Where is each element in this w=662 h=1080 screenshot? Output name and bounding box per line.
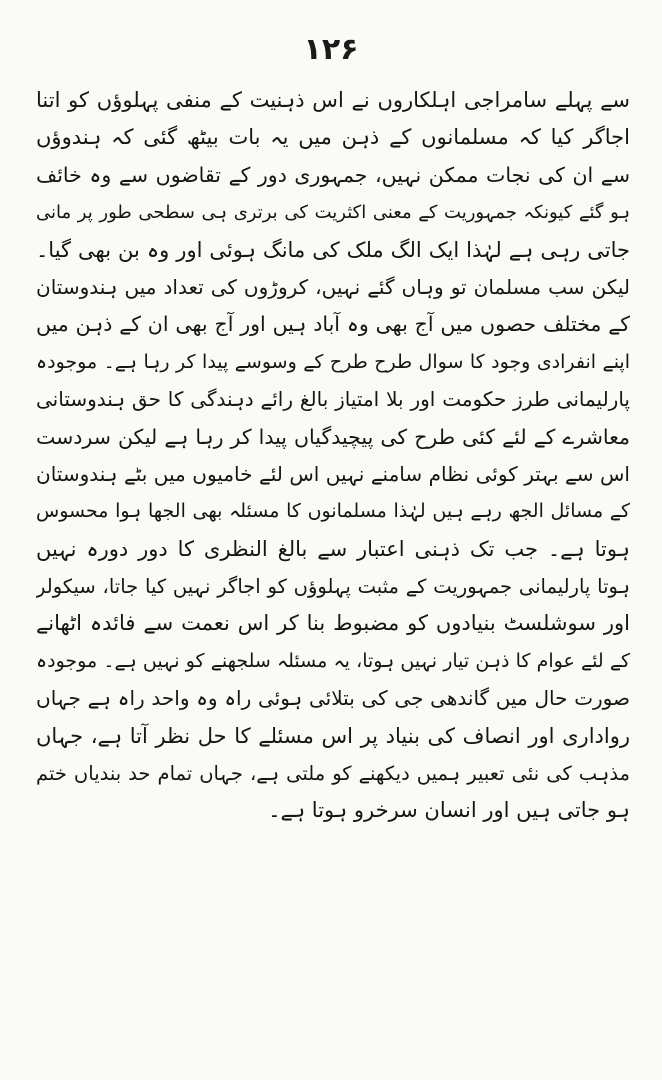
text-line: اجاگر کیا کہ مسلمانوں کے ذہن میں یہ بات بیٹھ گئی کہ ہندوؤں <box>36 125 630 150</box>
text-line: سے پہلے سامراجی اہلکاروں نے اس ذہنیت کے منفی پہلوؤں کو اتنا <box>36 88 630 112</box>
text-line: رواداری اور انصاف کی بنیاد پر اس مسئلے کا حل نظر آتا ہے، جہاں <box>36 723 630 748</box>
text-line: اس سے بہتر کوئی نظام سامنے نہیں اس لئے خامیوں میں بٹے ہندوستان <box>36 461 630 486</box>
text-line: اور سوشلسٹ بنیادوں کو مضبوط بنا کر اس نعمت سے فائدہ اٹھانے <box>36 611 630 636</box>
text-line: جاتی رہی ہے لہٰذا ایک الگ ملک کی مانگ ہوئی اور وہ بن بھی گیا۔ <box>36 237 630 262</box>
text-line: کے مختلف حصوں میں آج بھی وہ آباد ہیں اور آج بھی ان کے ذہن میں <box>36 312 630 337</box>
text-line: مذہب کی نئی تعبیر ہمیں دیکھنے کو ملتی ہے، جہاں تمام حد بندیاں ختم <box>36 762 630 786</box>
text-line: کے مسائل الجھ رہے ہیں لہٰذا مسلمانوں کا مسئلہ بھی الجھا ہوا محسوس <box>36 500 630 523</box>
text-line: لیکن سب مسلمان تو وہاں گئے نہیں، کروڑوں کی تعداد میں ہندوستان <box>36 274 630 299</box>
page-number: ۱۲۶ <box>303 32 359 67</box>
text-line: پارلیمانی طرز حکومت اور بلا امتیاز بالغ رائے دہندگی کا حق ہندوستانی <box>36 387 630 412</box>
text-line: ہوتا پارلیمانی جمہوریت کے مثبت پہلوؤں کو اجاگر نہیں کیا جاتا، سیکولر <box>36 575 630 599</box>
urdu-text-block <box>36 82 630 830</box>
text-line: ہوتا ہے۔ جب تک ذہنی اعتبار سے بالغ النظری کا دور دورہ نہیں <box>36 536 630 561</box>
text-line: ہو گئے کیونکہ جمہوریت کے معنی اکثریت کی برتری ہی سطحی طور پر مانی <box>36 202 630 224</box>
text-line: کے لئے عوام کا ذہن تیار نہیں ہوتا، یہ مسئلہ سلجھنے کو نہیں ہے۔ موجودہ <box>36 649 630 672</box>
text-line: اپنے انفرادی وجود کا سوال طرح طرح کے وسوسے پیدا کر رہا ہے۔ موجودہ <box>36 350 630 373</box>
text-line: معاشرے کے لئے کئی طرح کی پیچیدگیاں پیدا کر رہا ہے لیکن سردست <box>36 424 630 449</box>
text-line: سے ان کی نجات ممکن نہیں، جمہوری دور کے تقاضوں سے وہ خائف <box>36 162 630 187</box>
text-line: ہو جاتی ہیں اور انسان سرخرو ہوتا ہے۔ <box>268 798 630 823</box>
text-line: صورت حال میں گاندھی جی کی بتلائی ہوئی راہ وہ واحد راہ ہے جہاں <box>36 686 630 711</box>
